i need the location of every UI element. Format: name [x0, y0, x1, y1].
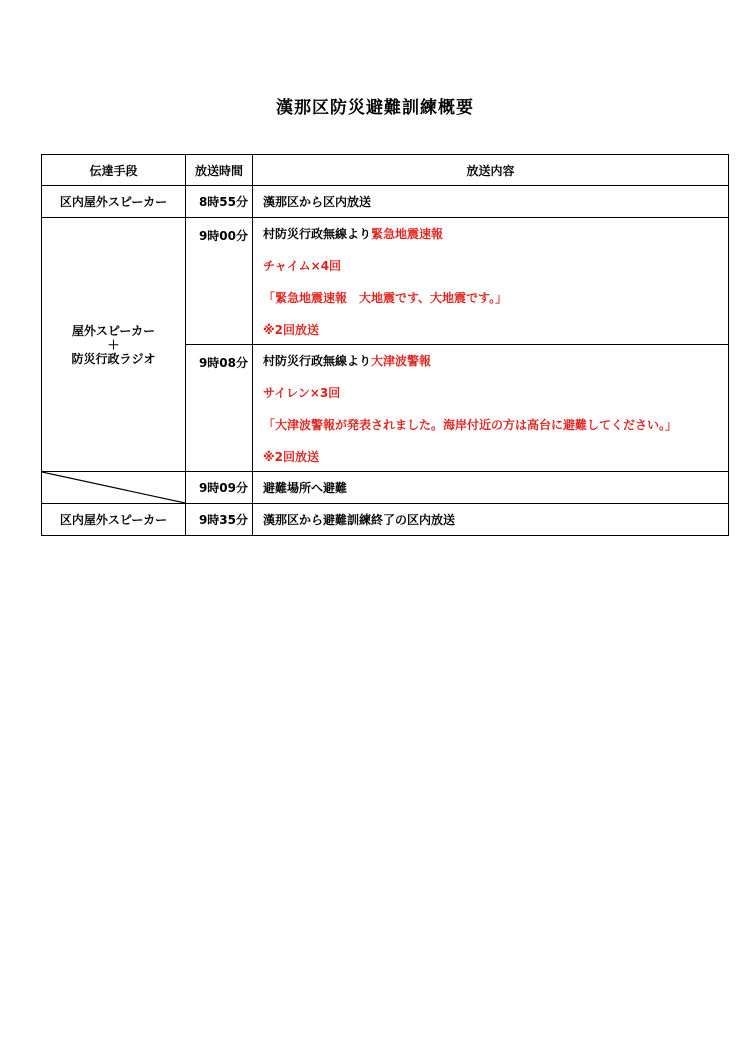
content-line: チャイム×4回 — [263, 259, 342, 273]
content-line: 「緊急地震速報 大地震です、大地震です。」 — [263, 291, 508, 305]
document-title: 漢那区防災避難訓練概要 — [276, 98, 474, 118]
method-line: 防災行政ラジオ — [71, 351, 156, 366]
method-cell: 区内屋外スピーカー — [42, 186, 186, 218]
content-line: 「大津波警報が発表されました。海岸付近の方は高台に避難してください。」 — [263, 418, 678, 432]
time-cell: 9時08分 — [186, 345, 253, 472]
time-cell: 8時55分 — [186, 186, 253, 218]
content-cell: 漢那区から避難訓練終了の区内放送 — [253, 504, 729, 536]
empty-diagonal-cell — [42, 472, 186, 504]
time-cell: 9時00分 — [186, 218, 253, 345]
content-line: ※2回放送 — [263, 450, 320, 464]
schedule-table — [41, 154, 729, 536]
table-row — [42, 504, 729, 536]
content-cell — [253, 218, 729, 345]
content-line: 村防災行政無線より大津波警報 — [263, 354, 432, 368]
content-line: サイレン×3回 — [263, 386, 341, 400]
content-line: ※2回放送 — [263, 323, 320, 337]
method-line: 屋外スピーカー — [71, 323, 156, 338]
table-row — [42, 186, 729, 218]
content-cell: 漢那区から区内放送 — [253, 186, 729, 218]
header-row — [42, 155, 729, 186]
header-time: 放送時間 — [186, 155, 253, 186]
table-row — [42, 472, 729, 504]
header-method: 伝達手段 — [42, 155, 186, 186]
content-cell: 避難場所へ避難 — [253, 472, 729, 504]
method-cell: 区内屋外スピーカー — [42, 504, 186, 536]
header-content: 放送内容 — [253, 155, 729, 186]
time-cell: 9時09分 — [186, 472, 253, 504]
diagonal-line — [42, 472, 185, 503]
method-cell-combined — [42, 218, 186, 472]
table-row — [42, 218, 729, 345]
plus-sign: ＋ — [107, 337, 120, 352]
content-cell — [253, 345, 729, 472]
time-cell: 9時35分 — [186, 504, 253, 536]
content-line: 村防災行政無線より緊急地震速報 — [263, 227, 444, 241]
